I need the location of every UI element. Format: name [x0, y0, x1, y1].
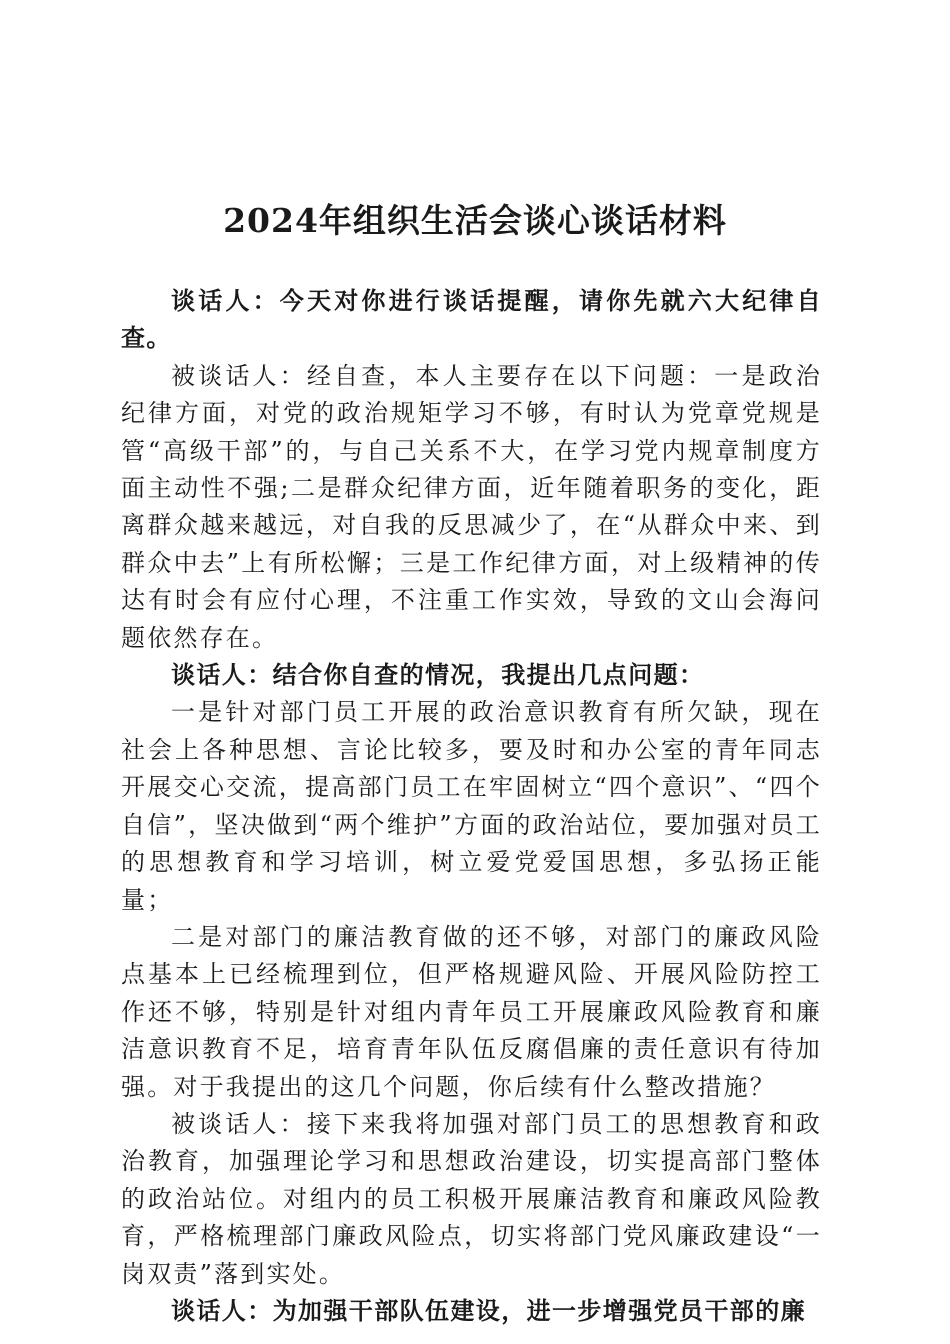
paragraph-interviewee-2: 被谈话人：接下来我将加强对部门员工的思想教育和政治教育，加强理论学习和思想政治建设，切实提高部门整体的政治站位。对组内的员工积极开展廉洁教育和廉政风险教育，严格梳理部门廉政风险点，切实将部门党风廉政建设“一岗双责”落到实处。	[121, 1109, 822, 1288]
paragraph-issue-1: 一是针对部门员工开展的政治意识教育有所欠缺，现在社会上各种思想、言论比较多，要及时和办公室的青年同志开展交心交流，提高部门员工在牢固树立“四个意识”、“四个自信”，坚决做到“两个维护”方面的政治站位，要加强对员工的思想教育和学习培训，树立爱党爱国思想，多弘扬正能量；	[121, 698, 822, 914]
document-title: 2024年组织生活会谈心谈话材料	[223, 201, 727, 240]
paragraph-interviewer-1: 谈话人：今天对你进行谈话提醒，请你先就六大纪律自查。	[121, 287, 822, 353]
paragraph-issue-2: 二是对部门的廉洁教育做的还不够，对部门的廉政风险点基本上已经梳理到位，但严格规避风险、开展风险防控工作还不够，特别是针对组内青年员工开展廉政风险教育和廉洁意识教育不足，培育青年队伍反腐倡廉的责任意识有待加强。对于我提出的这几个问题，你后续有什么整改措施？	[121, 922, 822, 1101]
paragraph-interviewer-3: 谈话人：为加强干部队伍建设，进一步增强党员干部的廉	[171, 1296, 806, 1325]
paragraph-interviewer-2: 谈话人：结合你自查的情况，我提出几点问题：	[171, 661, 705, 690]
paragraph-interviewee-1: 被谈话人：经自查，本人主要存在以下问题：一是政治纪律方面，对党的政治规矩学习不够，有时认为党章党规是管“高级干部”的，与自己关系不大，在学习党内规章制度方面主动性不强;二是群众纪律方面，近年随着职务的变化，距离群众越来越远，对自我的反思减少了，在“从群众中来、到群众中去”上有所松懈；三是工作纪律方面，对上级精神的传达有时会有应付心理，不注重工作实效，导致的文山会海问题依然存在。	[121, 361, 822, 652]
document-body	[121, 283, 822, 1330]
